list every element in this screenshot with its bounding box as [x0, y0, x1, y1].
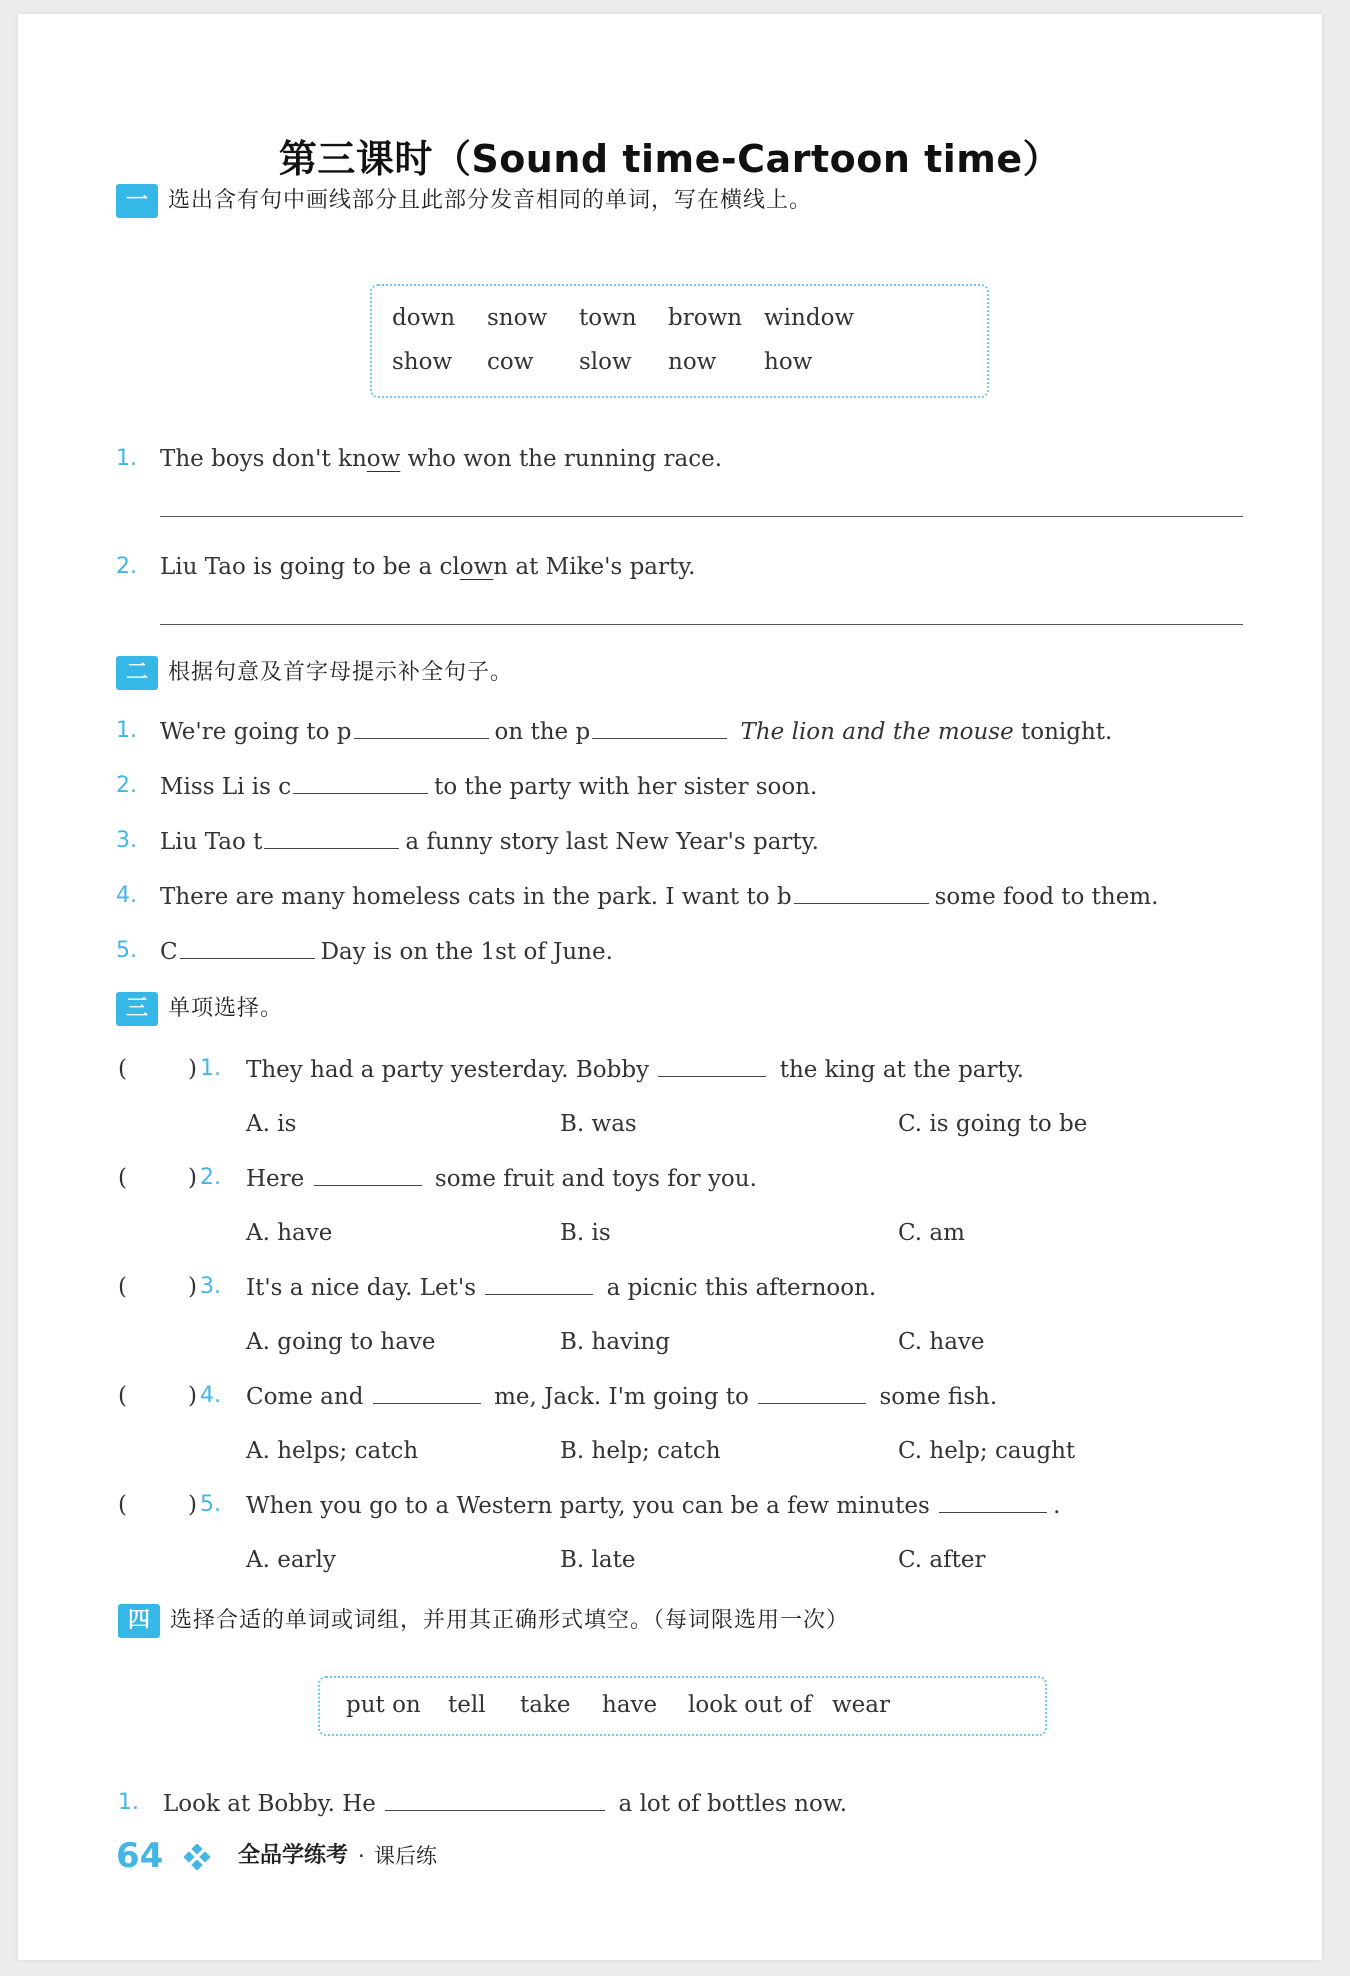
s3-q4-paren-open: (	[118, 1383, 127, 1409]
s1-q2-text-b: n at Mike's party.	[493, 554, 696, 580]
section-4-instruction: 选择合适的单词或词组，并用其正确形式填空。（每词限选用一次）	[170, 1608, 850, 1633]
s3-q2-option-c[interactable]: C. am	[898, 1220, 965, 1246]
s2-q5-text-b: Day is on the 1st of June.	[320, 939, 613, 965]
s1-q1-number: 1.	[116, 446, 137, 471]
word-town: town	[579, 305, 637, 331]
s2-q2-sentence	[160, 771, 817, 802]
s1-q2-sentence	[160, 552, 696, 582]
s3-q1-text-a: They had a party yesterday. Bobby	[246, 1057, 650, 1083]
s3-q4-option-c[interactable]: C. help; caught	[898, 1438, 1076, 1464]
s3-q1-number: 1.	[200, 1056, 221, 1081]
s3-q1-paren-open: (	[118, 1056, 127, 1082]
section-2-instruction: 根据句意及首字母提示补全句子。	[168, 660, 514, 685]
s3-q5-paren-open: (	[118, 1492, 127, 1518]
section-2-badge: 二	[116, 656, 158, 690]
s3-q5-sentence	[246, 1490, 1060, 1521]
s3-q5-paren-close: )	[188, 1492, 197, 1518]
s2-q4-text-a: There are many homeless cats in the park. I want to b	[160, 884, 792, 910]
s3-q3-blank[interactable]	[485, 1272, 593, 1295]
s2-q5-sentence	[160, 936, 613, 967]
s2-q4-sentence	[160, 881, 1158, 912]
footer-separator: ·	[358, 1844, 365, 1868]
s4-q1-text-b: a lot of bottles now.	[618, 1791, 848, 1817]
section-4-badge: 四	[118, 1604, 160, 1638]
word-how: how	[764, 349, 813, 375]
s3-q3-option-b[interactable]: B. having	[560, 1329, 670, 1355]
word-slow: slow	[579, 349, 632, 375]
s2-q1-title: The lion and the mouse	[740, 719, 1014, 745]
word-tell: tell	[448, 1692, 486, 1718]
s3-q5-option-c[interactable]: C. after	[898, 1547, 986, 1573]
s1-q1-text-b: who won the running race.	[400, 446, 723, 472]
s3-q3-option-c[interactable]: C. have	[898, 1329, 985, 1355]
s1-q2-text-a: Liu Tao is going to be a cl	[160, 554, 460, 580]
s3-q3-paren-open: (	[118, 1274, 127, 1300]
s4-q1-sentence	[163, 1788, 847, 1819]
s3-q4-number: 4.	[200, 1383, 221, 1408]
word-wear: wear	[832, 1692, 891, 1718]
s3-q2-blank[interactable]	[314, 1163, 422, 1186]
s1-q1-sentence	[160, 444, 722, 474]
s3-q5-text-a: When you go to a Western party, you can be a few minutes	[246, 1493, 930, 1519]
s3-q5-option-a[interactable]: A. early	[246, 1547, 336, 1573]
s3-q2-text-b: some fruit and toys for you.	[434, 1166, 757, 1192]
s3-q2-sentence	[246, 1163, 757, 1194]
s3-q3-number: 3.	[200, 1274, 221, 1299]
s3-q3-option-a[interactable]: A. going to have	[246, 1329, 436, 1355]
s3-q3-sentence	[246, 1272, 876, 1303]
s1-q1-text-a: The boys don't kn	[160, 446, 367, 472]
s3-q3-text-b: a picnic this afternoon.	[606, 1275, 877, 1301]
s1-q1-answer-line[interactable]	[160, 516, 1243, 517]
s2-q4-number: 4.	[116, 883, 137, 908]
s2-q1-text-b: on the p	[494, 719, 591, 745]
s2-q1-blank-2[interactable]	[592, 716, 727, 739]
s2-q3-text-b: a funny story last New Year's party.	[405, 829, 819, 855]
s3-q3-paren-close: )	[188, 1274, 197, 1300]
page-title: 第三课时（Sound time-Cartoon time）	[278, 137, 1062, 181]
word-snow: snow	[487, 305, 548, 331]
s2-q1-sentence	[160, 716, 1112, 747]
s3-q4-text-c: some fish.	[879, 1384, 998, 1410]
s2-q2-text-a: Miss Li is c	[160, 774, 292, 800]
s3-q5-number: 5.	[200, 1492, 221, 1517]
s1-q2-underlined: ow	[459, 554, 494, 580]
s4-q1-number: 1.	[118, 1790, 139, 1815]
s3-q1-sentence	[246, 1054, 1024, 1085]
s3-q1-option-b[interactable]: B. was	[560, 1111, 637, 1137]
s3-q2-option-b[interactable]: B. is	[560, 1220, 611, 1246]
s1-q2-number: 2.	[116, 554, 137, 579]
section-4-word-box	[318, 1676, 1047, 1736]
s2-q5-blank[interactable]	[180, 936, 315, 959]
s3-q1-option-c[interactable]: C. is going to be	[898, 1111, 1088, 1137]
s2-q1-text-a: We're going to p	[160, 719, 352, 745]
s3-q4-blank-1[interactable]	[373, 1381, 481, 1404]
section-1-word-box	[370, 284, 989, 398]
section-3-badge: 三	[116, 992, 158, 1026]
s3-q3-text-a: It's a nice day. Let's	[246, 1275, 477, 1301]
s3-q2-number: 2.	[200, 1165, 221, 1190]
s2-q1-text-d: tonight.	[1021, 719, 1113, 745]
footer-brand: 全品学练考	[238, 1843, 349, 1868]
word-look-out-of: look out of	[688, 1692, 812, 1718]
s3-q1-blank[interactable]	[658, 1054, 766, 1077]
s1-q1-underlined: ow	[366, 446, 401, 472]
s2-q2-blank[interactable]	[293, 771, 428, 794]
s3-q2-option-a[interactable]: A. have	[246, 1220, 333, 1246]
s3-q5-option-b[interactable]: B. late	[560, 1547, 636, 1573]
word-cow: cow	[487, 349, 534, 375]
s2-q1-blank-1[interactable]	[354, 716, 489, 739]
word-now: now	[668, 349, 717, 375]
s3-q4-text-a: Come and	[246, 1384, 364, 1410]
s2-q3-blank[interactable]	[264, 826, 399, 849]
worksheet-page	[18, 14, 1322, 1960]
s3-q4-sentence	[246, 1381, 997, 1412]
page-number: 64	[116, 1836, 164, 1876]
s2-q5-number: 5.	[116, 938, 137, 963]
s3-q4-option-a[interactable]: A. helps; catch	[246, 1438, 419, 1464]
word-brown: brown	[668, 305, 743, 331]
s3-q4-paren-close: )	[188, 1383, 197, 1409]
s2-q3-number: 3.	[116, 828, 137, 853]
s3-q1-text-b: the king at the party.	[779, 1057, 1024, 1083]
s4-q1-blank[interactable]	[385, 1788, 605, 1811]
section-1-badge: 一	[116, 184, 158, 218]
s3-q1-paren-close: )	[188, 1056, 197, 1082]
word-take: take	[520, 1692, 571, 1718]
s1-q2-answer-line[interactable]	[160, 624, 1243, 625]
section-1-instruction: 选出含有句中画线部分且此部分发音相同的单词，写在横线上。	[168, 188, 813, 213]
s2-q3-text-a: Liu Tao t	[160, 829, 263, 855]
s3-q4-option-b[interactable]: B. help; catch	[560, 1438, 721, 1464]
s3-q4-blank-2[interactable]	[758, 1381, 866, 1404]
s2-q5-text-a: C	[160, 939, 178, 965]
s2-q1-number: 1.	[116, 718, 137, 743]
s2-q2-number: 2.	[116, 773, 137, 798]
word-put-on: put on	[346, 1692, 421, 1718]
section-3-instruction: 单项选择。	[168, 996, 284, 1021]
s3-q4-text-b: me, Jack. I'm going to	[494, 1384, 749, 1410]
s3-q5-text-b: .	[1053, 1493, 1061, 1519]
s3-q2-text-a: Here	[246, 1166, 305, 1192]
word-show: show	[392, 349, 453, 375]
s4-q1-text-a: Look at Bobby. He	[163, 1791, 376, 1817]
s2-q2-text-b: to the party with her sister soon.	[434, 774, 818, 800]
s2-q4-blank[interactable]	[794, 881, 929, 904]
s3-q2-paren-close: )	[188, 1165, 197, 1191]
s2-q4-text-b: some food to them.	[934, 884, 1159, 910]
s3-q5-blank[interactable]	[939, 1490, 1047, 1513]
word-window: window	[764, 305, 855, 331]
brand-diamond-icon	[184, 1844, 210, 1870]
word-have: have	[602, 1692, 658, 1718]
s3-q1-option-a[interactable]: A. is	[246, 1111, 297, 1137]
s2-q3-sentence	[160, 826, 819, 857]
s3-q2-paren-open: (	[118, 1165, 127, 1191]
word-down: down	[392, 305, 456, 331]
footer-subtitle: 课后练	[374, 1844, 437, 1868]
